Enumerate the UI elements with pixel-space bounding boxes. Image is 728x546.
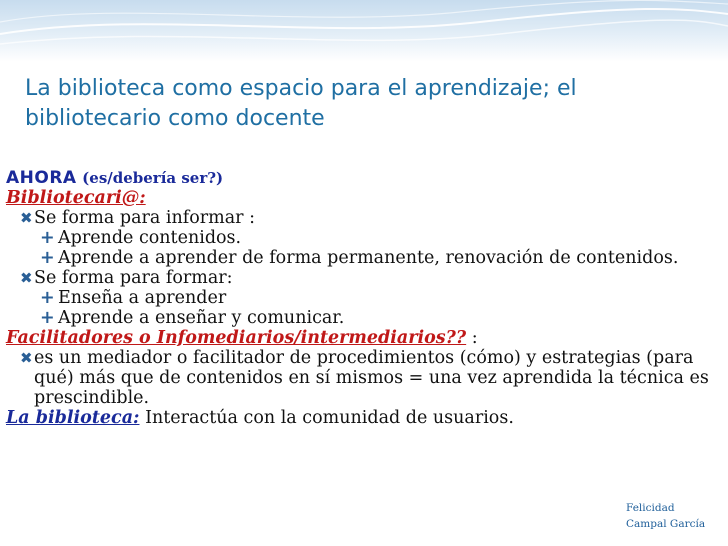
header-decoration <box>0 0 728 62</box>
list-item-text: Aprende contenidos. <box>58 228 242 248</box>
list-item-text: Se forma para informar : <box>34 208 255 228</box>
x-icon: ✖ <box>20 269 33 287</box>
author-last-name: Campal García <box>626 518 706 530</box>
x-icon: ✖ <box>20 349 33 367</box>
ahora-heading: AHORA <box>6 168 77 188</box>
ahora-note: (es/debería ser?) <box>82 169 224 187</box>
ahora-line <box>6 168 722 188</box>
facilitadores-label: Facilitadores o Infomediarios/intermediarios?? <box>6 328 467 348</box>
biblioteca-text: Interactúa con la comunidad de usuarios. <box>139 408 514 428</box>
author-first-name: Felicidad <box>626 502 675 514</box>
biblioteca-line <box>6 408 722 428</box>
list-item <box>40 248 722 268</box>
bibliotecario-label: Bibliotecari@: <box>6 188 146 208</box>
list-item <box>40 288 722 308</box>
list-item <box>20 268 722 288</box>
list-item <box>20 208 722 228</box>
plus-icon: + <box>40 228 55 248</box>
bibliotecario-line <box>6 188 722 208</box>
plus-icon: + <box>40 308 55 328</box>
facilitadores-line <box>6 328 722 348</box>
list-item-text: Aprende a enseñar y comunicar. <box>58 308 345 328</box>
plus-icon: + <box>40 288 55 308</box>
list-item-text: Se forma para formar: <box>34 268 233 288</box>
slide-body <box>6 168 722 428</box>
list-item <box>20 348 722 408</box>
wave-decoration <box>0 0 728 62</box>
author-credit <box>626 500 722 532</box>
list-item-text: es un mediador o facilitador de procedimientos (cómo) y estrategias (para qué) más que de contenidos en sí mismos = una vez aprendida la técnica es prescindible. <box>34 348 709 408</box>
list-item <box>40 308 722 328</box>
plus-icon: + <box>40 248 55 268</box>
list-item-text: Enseña a aprender <box>58 288 227 308</box>
x-icon: ✖ <box>20 209 33 227</box>
slide-title: La biblioteca como espacio para el aprendizaje; el bibliotecario como docente <box>25 76 577 131</box>
biblioteca-label: La biblioteca: <box>6 408 140 428</box>
facilitadores-colon: : <box>466 328 478 348</box>
list-item-text: Aprende a aprender de forma permanente, renovación de contenidos. <box>58 248 679 268</box>
list-item <box>40 228 722 248</box>
